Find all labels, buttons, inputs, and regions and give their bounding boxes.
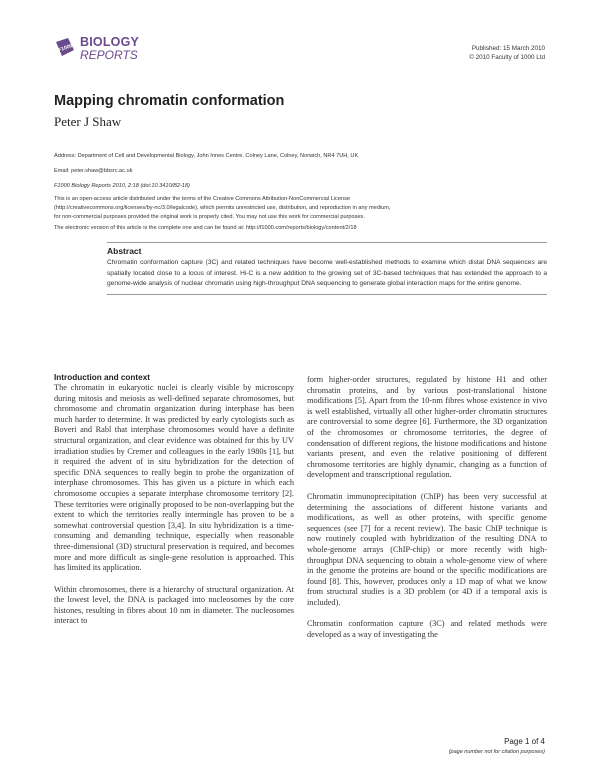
abstract-box [107,242,547,295]
logo-mark-text: F1000 [57,43,74,54]
license-line-1: This is an open-access article distributed under the terms of the Creative Commons Attribution-NonCommercial License [54,196,350,202]
author-email: Email: peter.shaw@bbsrc.ac.uk [54,168,133,174]
publication-info [469,44,545,62]
right-paragraph-2: Chromatin immunoprecipitation (ChIP) has been very successful at determining the associations of different histone variants and modifications, as well as other proteins, with specific genome sequences (see [7] for a recent review). The basic ChIP technique is now routinely coupled with hybridization of the resulting DNA to whole-genome arrays (ChIP-chip) or more recently with high-throughput DNA sequencing to obtain a whole-genome view of where in the genome the proteins are bound or the specific modifications are found [8]. This, however, produces only a 1D map of what we know from structural studies is a 3D problem (or 4D if a temporal axis is included). [307,491,547,607]
right-column [307,375,547,652]
license-line-3: for non-commercial purposes provided the original work is properly cited. You may not use this work for commercial purposes. [54,213,365,220]
copyright: © 2010 Faculty of 1000 Ltd [469,54,545,61]
author-address: Address: Department of Cell and Developmental Biology, John Innes Centre, Colney Lane, Colney, Norwich, NR4 7UH, UK [54,153,359,159]
abstract-top-rule [107,242,547,243]
published-date: Published: 15 March 2010 [471,45,545,52]
article-author: Peter J Shaw [54,114,122,129]
license-line-2: (http://creativecommons.org/licenses/by-nc/3.0/legalcode), which permits unrestricted use, distribution, and reproduction in any medium, [54,204,391,211]
section-heading: Introduction and context [54,373,150,382]
left-column [54,372,294,638]
abstract-bottom-rule [107,294,547,295]
page-number: Page 1 of 4 [504,737,545,746]
left-paragraph-1: The chromatin in eukaryotic nuclei is clearly visible by microscopy during mitosis and meiosis as well-defined separate chromosomes, but chromosome and chromatin organization during interphase has been much harder to determine. It was predicted by early cytologists such as Boveri and Rabl that interphase chromosomes would have a definite structural organization, and clear evidence was obtained for this by UV irradiation studies by Cremer and colleagues in the early 1980s [1], but it required the advent of in situ hybridization for the detection of specific DNA sequences to really begin to probe the organization of interphase chromosomes. This has given us a picture in which each chromosome occupies a separate interphase chromosome territory [2]. These territories were originally proposed to be non-overlapping but the extent to which the territories really intermingle has proven to be a somewhat controversial question [3,4]. In situ hybridization is a time-consuming and demanding technique, especially when reasonable three-dimensional (3D) structural preservation is required, and becomes more and more difficult as single-gene resolution is approached. This has limited its application. [54,383,294,573]
abstract-heading: Abstract [107,246,142,256]
left-paragraph-2: Within chromosomes, there is a hierarchy of structural organization. At the lowest level, the DNA is packaged into nucleosomes by the core histones, resulting in fibres about 10 nm in diameter. The nucleosomes interact to [54,584,294,626]
citation: F1000 Biology Reports 2010, 2:18 (doi:10.3410/B2-18) [54,183,190,189]
journal-logo [54,34,164,64]
logo-line-1: BIOLOGY [80,35,140,49]
right-paragraph-3: Chromatin conformation capture (3C) and related methods were developed as a way of investigating the [307,619,547,640]
abstract-text: Chromatin conformation capture (3C) and related techniques have become well-established methods to examine which distal DNA sequences are spatially located close to a locus of interest. Hi-C is a new addition to the growing set of 3C-based techniques that has extended the approach to a genome-wide analysis of nuclear chromatin using high-throughput DNA sequencing to generate global interaction maps for the entire genome. [107,259,547,288]
f1000-logo-icon [54,36,76,58]
article-title: Mapping chromatin conformation [54,93,285,109]
right-paragraph-1: form higher-order structures, regulated by histone H1 and other chromatin proteins, and by various post-translational histone modifications [5]. Apart from the 10-nm fibres whose existence in vivo is well established, virtually all other higher-order chromatin structures are controversial to some degree [6]. Furthermore, the 3D organization of the chromosomes or chromosome territories, the degree of condensation of different regions, the histone modifications and histone variants present, and even the relative positioning of different chromosome territories are highly dynamic, changing as a function of development and transcriptional regulation. [307,375,547,480]
license-text [54,195,554,221]
page-number-note: (page number not for citation purposes) [448,749,545,755]
logo-line-2: REPORTS [80,48,138,62]
electronic-version-note: The electronic version of this article is the complete one and can be found at: http://f1000.com/reports/biology/content/2/18 [54,225,357,231]
